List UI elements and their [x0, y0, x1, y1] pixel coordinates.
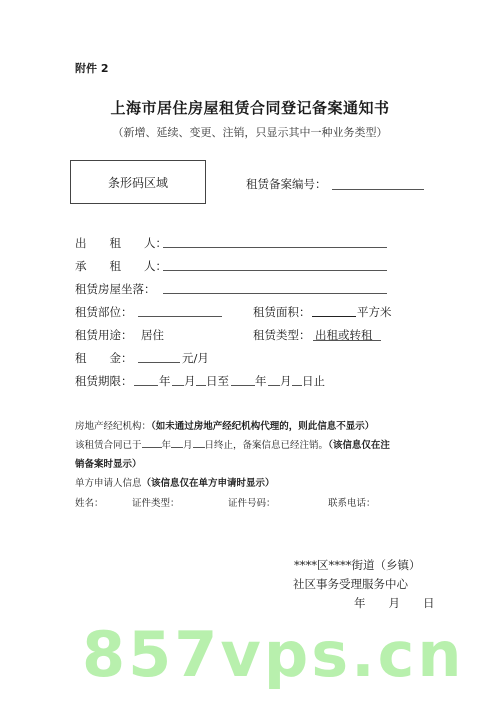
type-line	[313, 340, 381, 341]
period-day-to: 日至	[206, 374, 229, 388]
use-label: 租赁用途：	[75, 328, 133, 342]
agency-label: 房地产经纪机构：	[75, 421, 152, 432]
period-month1-line	[172, 385, 184, 386]
area-label: 租赁面积：	[253, 305, 311, 319]
cancellation-note-part2: 销备案时显示）	[75, 459, 142, 470]
area-unit: 平方米	[357, 305, 392, 319]
cancellation-year-line	[142, 447, 162, 448]
watermark: 857vps.cn	[82, 618, 465, 691]
cancellation-suffix: 日终止，备案信息已经注销。	[204, 440, 329, 451]
rent-unit: 元/月	[182, 351, 209, 365]
cancellation-day-line	[193, 447, 205, 448]
area-line	[312, 316, 356, 317]
filing-number-label: 租赁备案编号：	[246, 177, 327, 191]
applicant-phone-label: 联系电话：	[328, 498, 376, 509]
period-day2-line	[292, 385, 302, 386]
lessor-label: 出 租 人：	[75, 236, 167, 250]
period-year2-line	[231, 385, 255, 386]
period-month2: 月	[280, 374, 292, 388]
applicant-id-type-label: 证件类型：	[132, 498, 180, 509]
applicant-id-number-label: 证件号码：	[228, 498, 276, 509]
document-title: 上海市居住房屋租赁合同登记备案通知书	[110, 99, 390, 117]
lessee-label: 承 租 人：	[75, 259, 167, 273]
cancellation-year: 年	[161, 440, 172, 451]
agency-row	[75, 418, 374, 432]
type-value: 出租或转租	[315, 328, 373, 342]
filing-number-line	[332, 189, 424, 190]
attachment-label: 附件 2	[75, 62, 109, 75]
barcode-label: 条形码区域	[107, 175, 168, 190]
applicant-note: （该信息仅在单方申请时显示）	[141, 478, 275, 489]
period-year1: 年	[159, 374, 171, 388]
cancellation-prefix: 该租赁合同已于	[75, 440, 142, 451]
part-label: 租赁部位：	[75, 305, 133, 319]
use-value: 居住	[141, 328, 164, 342]
period-year1-line	[134, 385, 158, 386]
applicant-label: 单方申请人信息	[75, 478, 142, 489]
period-label: 租赁期限：	[75, 374, 133, 388]
period-end: 日止	[302, 374, 325, 388]
footer-street: ****区****街道（乡镇）	[294, 558, 421, 572]
period-day1-line	[196, 385, 206, 386]
part-line	[138, 316, 222, 317]
period-year2: 年	[255, 374, 267, 388]
cancellation-row	[75, 437, 390, 451]
cancellation-month: 月	[183, 440, 193, 451]
location-line	[163, 293, 387, 294]
applicant-name-label: 姓名：	[75, 498, 104, 509]
footer-center: 社区事务受理服务中心	[293, 577, 408, 591]
document-subtitle: （新增、延续、变更、注销，只显示其中一种业务类型）	[112, 126, 388, 139]
cancellation-note-part1: （该信息仅在注	[328, 440, 390, 451]
lessee-line	[163, 270, 387, 271]
type-label: 租赁类型：	[253, 328, 311, 342]
footer-date: 年 月 日	[354, 596, 435, 610]
rent-line	[138, 362, 180, 363]
agency-note: （如未通过房地产经纪机构代理的，则此信息不显示）	[151, 421, 375, 432]
applicant-row	[75, 475, 275, 489]
cancellation-month-line	[171, 447, 183, 448]
barcode-area	[70, 160, 206, 204]
period-month2-line	[268, 385, 280, 386]
period-month1: 月	[184, 374, 196, 388]
location-label: 租赁房屋坐落：	[75, 282, 156, 296]
lessor-line	[163, 247, 387, 248]
rent-label: 租 金：	[75, 351, 133, 365]
